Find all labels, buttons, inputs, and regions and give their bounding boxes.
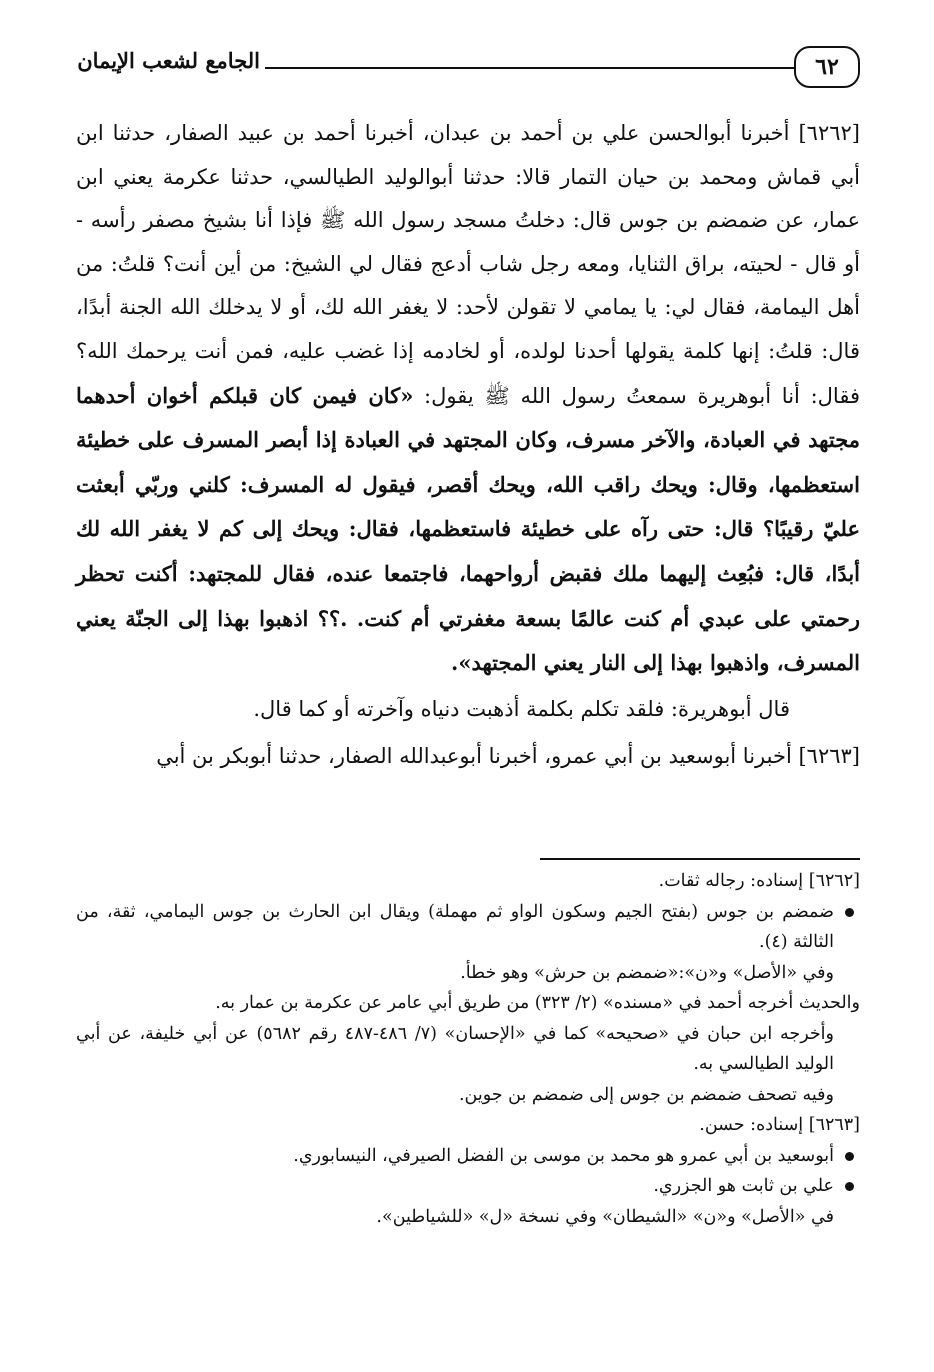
footnote-bullet — [76, 1171, 860, 1202]
bullet-icon — [845, 1152, 854, 1161]
footnote-line: وفيه تصحف ضمضم بن جوس إلى ضمضم بن جوين. — [458, 1084, 834, 1105]
footnote-number: [٦٢٦٢] — [808, 871, 860, 891]
footnote-heading — [76, 1110, 860, 1141]
footnote-bullet-text: ضمضم بن جوس (بفتح الجيم وسكون الواو ثم مهملة) ويقال ابن الحارث بن جوس اليمامي، ثقة، من الثالثة (٤). — [76, 901, 834, 952]
footnote-bullet — [76, 1141, 860, 1172]
header-rule — [265, 67, 794, 69]
footnote-number: [٦٢٦٣] — [808, 1115, 860, 1135]
page-number: ٦٢ — [794, 46, 860, 88]
hadith-matn: «كان فيمن كان قبلكم أخوان أحدهما مجتهد في العبادة، والآخر مسرف، وكان المجتهد في العبادة إذا أبصر المسرف على خطيئة استعظمها، وقال: ويحك راقب الله، ويحك أقصر، فيقول له المسرف: كلني وربّي أبعثت عليّ رقيبًا؟ قال: حتى رآه على خطيئة فاستعظمها، فقال: ويحك إلى كم لا يغفر الله لك أبدًا، قال: فبُعِث إليهما ملك فقبض أرواحهما، فاجتمعا عنده، فقال للمجتهد: أكنت تحظر رحمتي على عبدي أم كنت عالمًا بسعة مغفرتي أم كنت. .؟؟ اذهبوا بهذا إلى الجنّة يعني المسرف، واذهبوا بهذا إلى النار يعني المجتهد». — [76, 382, 860, 676]
main-text — [76, 112, 860, 779]
hadith-6263 — [76, 735, 860, 779]
page-header — [60, 40, 860, 100]
footnote-line: والحديث أخرجه أحمد في «مسنده» (٢/ ٣٢٣) من طريق أبي عامر عن عكرمة بن عمار به. — [215, 993, 860, 1013]
hadith-number: [٦٢٦٢] — [798, 121, 860, 145]
bullet-icon — [845, 1182, 854, 1191]
book-title: الجامع لشعب الإيمان — [77, 48, 260, 73]
footnote-heading — [76, 866, 860, 897]
hadith-number: [٦٢٦٣] — [798, 744, 860, 769]
footnote-bullet — [76, 897, 860, 958]
abu-hurayra-comment: قال أبوهريرة: فلقد تكلم بكلمة أذهبت دنياه وآخرته أو كما قال. — [253, 696, 790, 721]
footnotes — [76, 866, 860, 1232]
isnad-text: أخبرنا أبوالحسن علي بن أحمد بن عبدان، أخبرنا أحمد بن عبيد الصفار، حدثنا ابن أبي قماش ومحمد بن حيان التمار قالا: حدثنا أبوالوليد الطيالسي، حدثنا عكرمة يعني ابن عمار، عن ضمضم بن جوس قال: دخلتُ مسجد رسول الله ﷺ فإذا أنا بشيخ مصفر رأسه - أو قال - لحيته، براق الثنايا، ومعه رجل شاب أدعج فقال لي الشيخ: من أين أنت؟ قلتُ: من أهل اليمامة، فقال لي: يا يمامي لا تقولن لأحد: لا يغفر الله لك، أو لا يدخلك الله الجنة أبدًا، قال: قلتُ: إنها كلمة يقولها أحدنا لولده، أو لخادمه إذا غضب عليه، فمن أنت يرحمك الله؟ فقال: أنا أبوهريرة سمعتُ رسول الله ﷺ يقول: — [76, 121, 860, 408]
footnote-rule — [540, 858, 860, 860]
footnote-head-text: إسناده: رجاله ثقات. — [658, 871, 809, 891]
hadith-6262 — [76, 112, 860, 686]
isnad-text: أخبرنا أبوسعيد بن أبي عمرو، أخبرنا أبوعبدالله الصفار، حدثنا أبوبكر بن أبي — [156, 744, 799, 769]
bullet-icon — [845, 908, 854, 917]
footnote-head-text: إسناده: حسن. — [699, 1115, 809, 1135]
footnote-bullet-text: أبوسعيد بن أبي عمرو هو محمد بن موسى بن الفضل الصيرفي، النيسابوري. — [293, 1145, 834, 1166]
footnote-line: وأخرجه ابن حبان في «صحيحه» كما في «الإحسان» (٧/ ٤٨٦-٤٨٧ رقم ٥٦٨٢) عن أبي خليفة، عن أبي الوليد الطيالسي به. — [76, 1023, 834, 1074]
footnote-line: وفي «الأصل» و«ن»:«ضمضم بن حرش» وهو خطأ. — [460, 962, 834, 983]
footnote-line: في «الأصل» و«ن» «الشيطان» وفي نسخة «ل» «للشياطين». — [376, 1206, 834, 1227]
footnote-bullet-text: علي بن ثابت هو الجزري. — [653, 1176, 834, 1196]
